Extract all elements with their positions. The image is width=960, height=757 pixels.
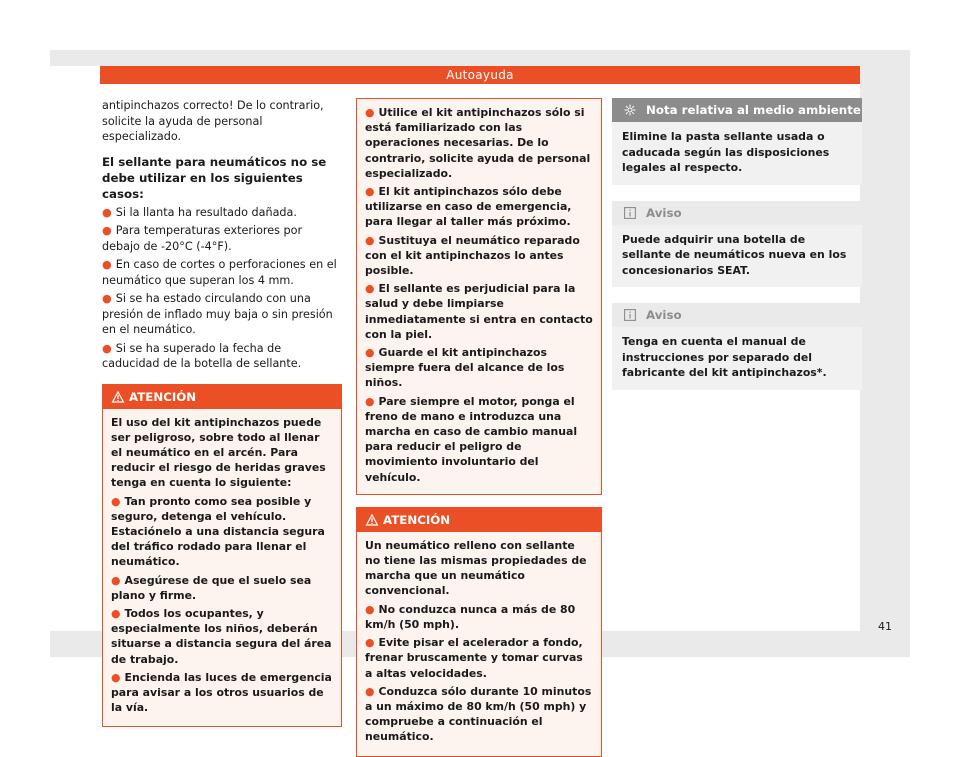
info-icon [624, 207, 636, 219]
list-item: ● Si se ha estado circulando con una presión de inflado muy baja o sin presión en el neumático. [102, 292, 333, 336]
bullet-icon: ● [365, 233, 375, 247]
list-item: ● Asegúrese de que el suelo sea plano y firme. [111, 573, 312, 602]
bullet-icon: ● [365, 636, 375, 650]
bullet-icon: ● [102, 341, 112, 355]
bullet-icon: ● [102, 205, 112, 219]
bullet-icon: ● [111, 573, 121, 587]
list-item: ● Todos los ocupantes, y especialmente los niños, deberán situarse a distancia segura del área de trabajo. [111, 606, 332, 666]
warning-header: ATENCIÓN [357, 508, 601, 532]
bullet-icon: ● [365, 684, 375, 698]
list-item: ● El sellante es perjudicial para la salud y debe limpiarse inmediatamente si entra en contacto con la piel. [365, 282, 593, 341]
bullet-icon: ● [365, 106, 375, 119]
leaf-icon [624, 104, 636, 116]
warning-header: ATENCIÓN [103, 385, 341, 409]
column-3 [612, 98, 862, 406]
notice-header: Aviso [612, 303, 862, 327]
list-item: ● En caso de cortes o perforaciones en el neumático que superan los 4 mm. [102, 258, 337, 287]
notice-body: Puede adquirir una botella de sellante de neumáticos nueva en los concesionarios SEAT. [622, 232, 847, 277]
notice-box [612, 303, 862, 390]
list-item: ● Si se ha superado la fecha de caducidad de la botella de sellante. [102, 341, 302, 370]
notice-box [612, 201, 862, 288]
bullet-icon: ● [102, 292, 112, 305]
notice-header: Aviso [612, 201, 862, 225]
bullet-icon: ● [102, 258, 112, 271]
page-number: 41 [878, 620, 892, 633]
bullet-icon: ● [111, 670, 121, 684]
notice-body: Tenga en cuenta el manual de instrucciones por separado del fabricante del kit antipinchazos*. [622, 335, 827, 379]
bullet-icon: ● [111, 606, 121, 620]
list-item: ● Tan pronto como sea posible y seguro, detenga el vehículo. Estaciónelo a una distancia segura del tráfico rodado para llenar el neumático. [111, 494, 325, 569]
environment-note-header: Nota relativa al medio ambiente [612, 98, 862, 122]
bullet-icon: ● [102, 224, 112, 237]
section-heading: El sellante para neumáticos no se debe utilizar en los siguientes casos: [102, 154, 327, 201]
section-header: Autoayuda [100, 66, 860, 84]
warning-triangle-icon [112, 391, 124, 403]
bullet-icon: ● [365, 394, 375, 408]
list-item: ● Sustituya el neumático reparado con el kit antipinchazos lo antes posible. [365, 233, 580, 278]
environment-note-body: Elimine la pasta sellante usada o caducada según las disposiciones legales al respecto. [622, 130, 830, 174]
bullet-icon: ● [365, 185, 375, 199]
warning-box [102, 384, 342, 728]
bullet-icon: ● [365, 602, 375, 616]
warning-box [356, 507, 602, 757]
info-icon [624, 309, 636, 321]
intro-text: antipinchazos correcto! De lo contrario, solicite la ayuda de personal especializado. [102, 99, 324, 143]
list-item: ● Guarde el kit antipinchazos siempre fuera del alcance de los niños. [365, 346, 565, 390]
list-item: ● El kit antipinchazos sólo debe utilizarse en caso de emergencia, para llegar al taller más próximo. [365, 185, 572, 229]
bullet-icon: ● [365, 346, 375, 360]
column-2 [356, 98, 602, 757]
bullet-icon: ● [111, 494, 121, 508]
list-item: ● Para temperaturas exteriores por debajo de -20°C (-4°F). [102, 224, 303, 253]
list-item: ● Si la llanta ha resultado dañada. [102, 205, 297, 219]
list-item: ● No conduzca nunca a más de 80 km/h (50 mph). [365, 602, 576, 631]
list-item: ● Encienda las luces de emergencia para avisar a los otros usuarios de la vía. [111, 670, 332, 715]
list-item: ● Utilice el kit antipinchazos sólo si está familiarizado con las operaciones necesarias. De lo contrario, solicite ayuda de personal especializado. [365, 106, 591, 180]
warning-body: Un neumático relleno con sellante no tiene las mismas propiedades de marcha que un neumático convencional. ● No conduzca nunca a más de 80 km/h (50 mph). ● Evite pisar el acelerador a fondo, frenar bruscamente y tomar curvas a altas velocidades. ● Conduzca sólo durante 10 minutos a un máximo de 80 km/h (50 mph) y compruebe a continuación el neumático. [365, 538, 592, 744]
list-item: ● Pare siempre el motor, ponga el freno de mano e introduzca una marcha en caso de cambio manual para reducir el peligro de movimiento involuntario del vehículo. [365, 394, 578, 484]
bullet-icon: ● [365, 282, 375, 296]
warning-triangle-icon [366, 514, 378, 526]
list-item: ● Evite pisar el acelerador a fondo, frenar bruscamente y tomar curvas a altas velocidades. [365, 636, 583, 680]
column-1 [102, 98, 342, 727]
warning-continuation-box [356, 98, 602, 495]
warning-body: El uso del kit antipinchazos puede ser peligroso, sobre todo al llenar el neumático en el arcén. Para reducir el riesgo de heridas graves tenga en cuenta lo siguiente: ● Tan pronto como sea posible y seguro, detenga el vehículo. Estaciónelo a una distancia segura del tráfico rodado para llenar el neumático. ● Asegúrese de que el suelo sea plano y firme. ● Todos los ocupantes, y especialmente los niños, deberán situarse a distancia segura del área de trabajo. ● Encienda las luces de emergencia para avisar a los otros usuarios de la vía. [111, 415, 332, 715]
usage-restrictions-list [102, 205, 342, 372]
list-item: ● Conduzca sólo durante 10 minutos a un máximo de 80 km/h (50 mph) y compruebe a continuación el neumático. [365, 684, 592, 744]
environment-note-box [612, 98, 862, 185]
